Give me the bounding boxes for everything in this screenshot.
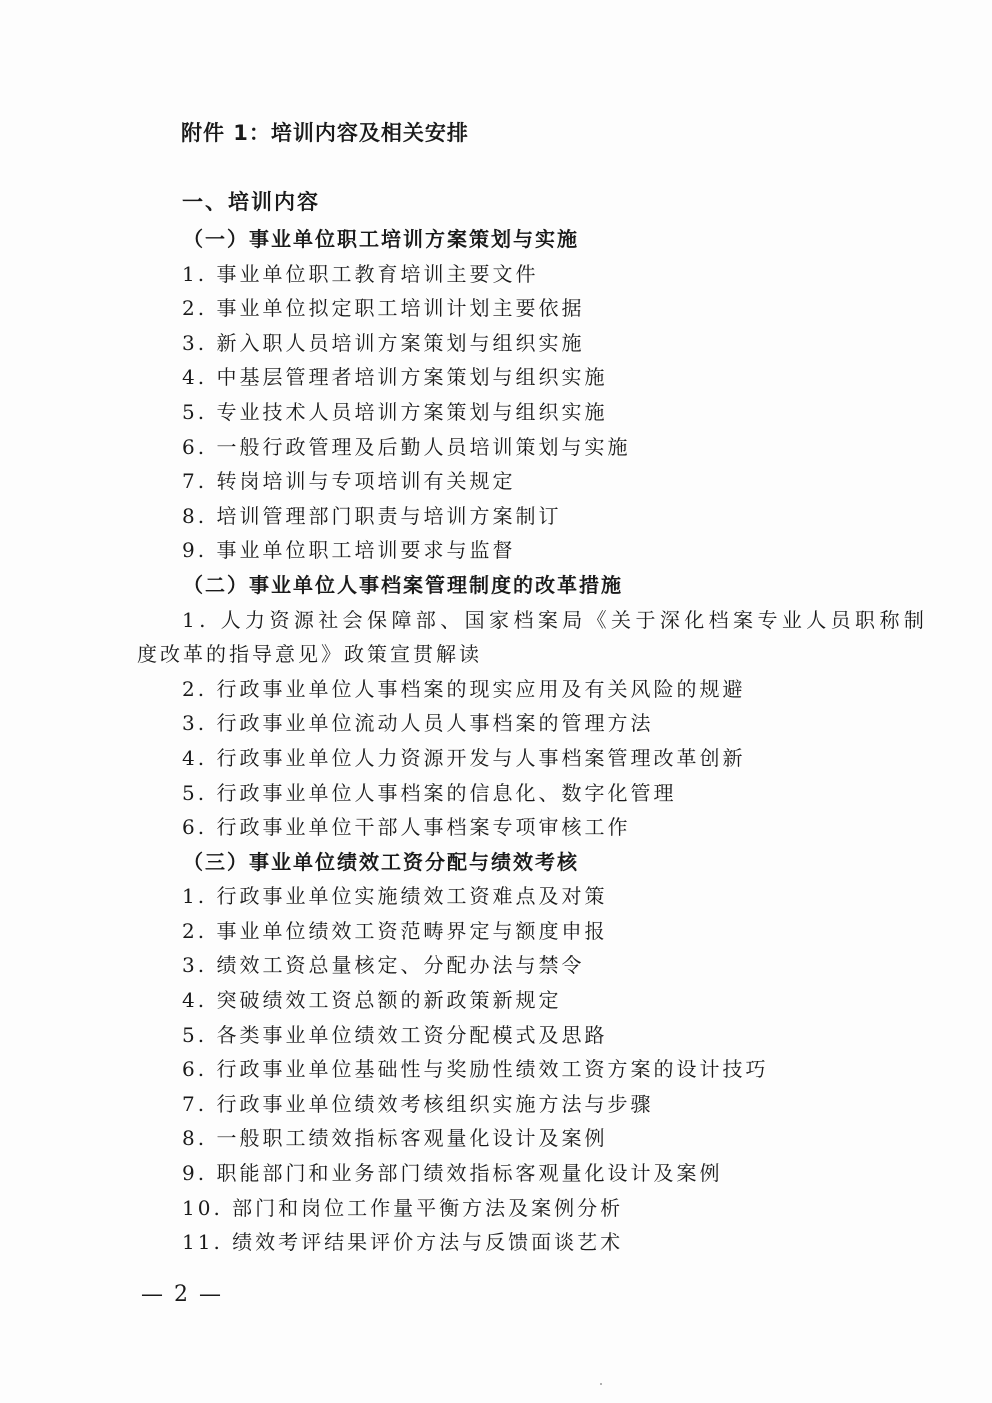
attachment-title: 附件 1：培训内容及相关安排 (181, 121, 469, 145)
list-item: 6. 行政事业单位干部人事档案专项审核工作 (182, 815, 631, 840)
scan-speck (600, 1383, 602, 1385)
list-item: 10. 部门和岗位工作量平衡方法及案例分析 (182, 1195, 624, 1220)
list-item: 6. 行政事业单位基础性与奖励性绩效工资方案的设计技巧 (182, 1057, 769, 1082)
list-item: 7. 行政事业单位绩效考核组织实施方法与步骤 (182, 1091, 654, 1116)
list-item: 2. 行政事业单位人事档案的现实应用及有关风险的规避 (182, 676, 746, 701)
list-item: 2. 事业单位拟定职工培训计划主要依据 (182, 296, 585, 321)
subsection-title-3: （三）事业单位绩效工资分配与绩效考核 (183, 849, 579, 874)
list-item: 5. 各类事业单位绩效工资分配模式及思路 (182, 1022, 608, 1047)
list-item: 1. 行政事业单位实施绩效工资难点及对策 (182, 884, 608, 909)
list-item: 8. 培训管理部门职责与培训方案制订 (182, 503, 562, 528)
document-body (0, 222, 992, 1260)
list-item: 5. 专业技术人员培训方案策划与组织实施 (182, 399, 608, 424)
list-item: 4. 中基层管理者培训方案策划与组织实施 (182, 365, 608, 390)
list-item: 8. 一般职工绩效指标客观量化设计及案例 (182, 1126, 608, 1151)
list-item: 3. 绩效工资总量核定、分配办法与禁令 (182, 953, 585, 978)
page-number: — 2 — (141, 1282, 223, 1307)
list-item: 11. 绩效考评结果评价方法与反馈面谈艺术 (182, 1230, 624, 1255)
list-item: 9. 职能部门和业务部门绩效指标客观量化设计及案例 (182, 1161, 723, 1186)
list-item: 5. 行政事业单位人事档案的信息化、数字化管理 (182, 780, 677, 805)
list-item: 3. 新入职人员培训方案策划与组织实施 (182, 330, 585, 355)
list-item: 2. 事业单位绩效工资范畴界定与额度申报 (182, 918, 608, 943)
section-heading: 一、培训内容 (182, 190, 320, 214)
subsection-title-1: （一）事业单位职工培训方案策划与实施 (183, 227, 579, 251)
list-item: 4. 行政事业单位人力资源开发与人事档案管理改革创新 (182, 745, 746, 770)
list-item: 3. 行政事业单位流动人员人事档案的管理方法 (182, 711, 654, 736)
list-item: 1. 事业单位职工教育培训主要文件 (182, 261, 539, 286)
list-item: 4. 突破绩效工资总额的新政策新规定 (182, 988, 562, 1013)
subsection-title-2: （二）事业单位人事档案管理制度的改革措施 (183, 572, 623, 597)
list-item: 1. 人力资源社会保障部、国家档案局《关于深化档案专业人员职称制 (182, 607, 929, 632)
list-item: 7. 转岗培训与专项培训有关规定 (182, 469, 516, 494)
list-item: 6. 一般行政管理及后勤人员培训策划与实施 (182, 434, 631, 459)
list-item-continuation: 度改革的指导意见》政策宣贯解读 (137, 642, 482, 667)
list-item: 9. 事业单位职工培训要求与监督 (182, 538, 516, 563)
